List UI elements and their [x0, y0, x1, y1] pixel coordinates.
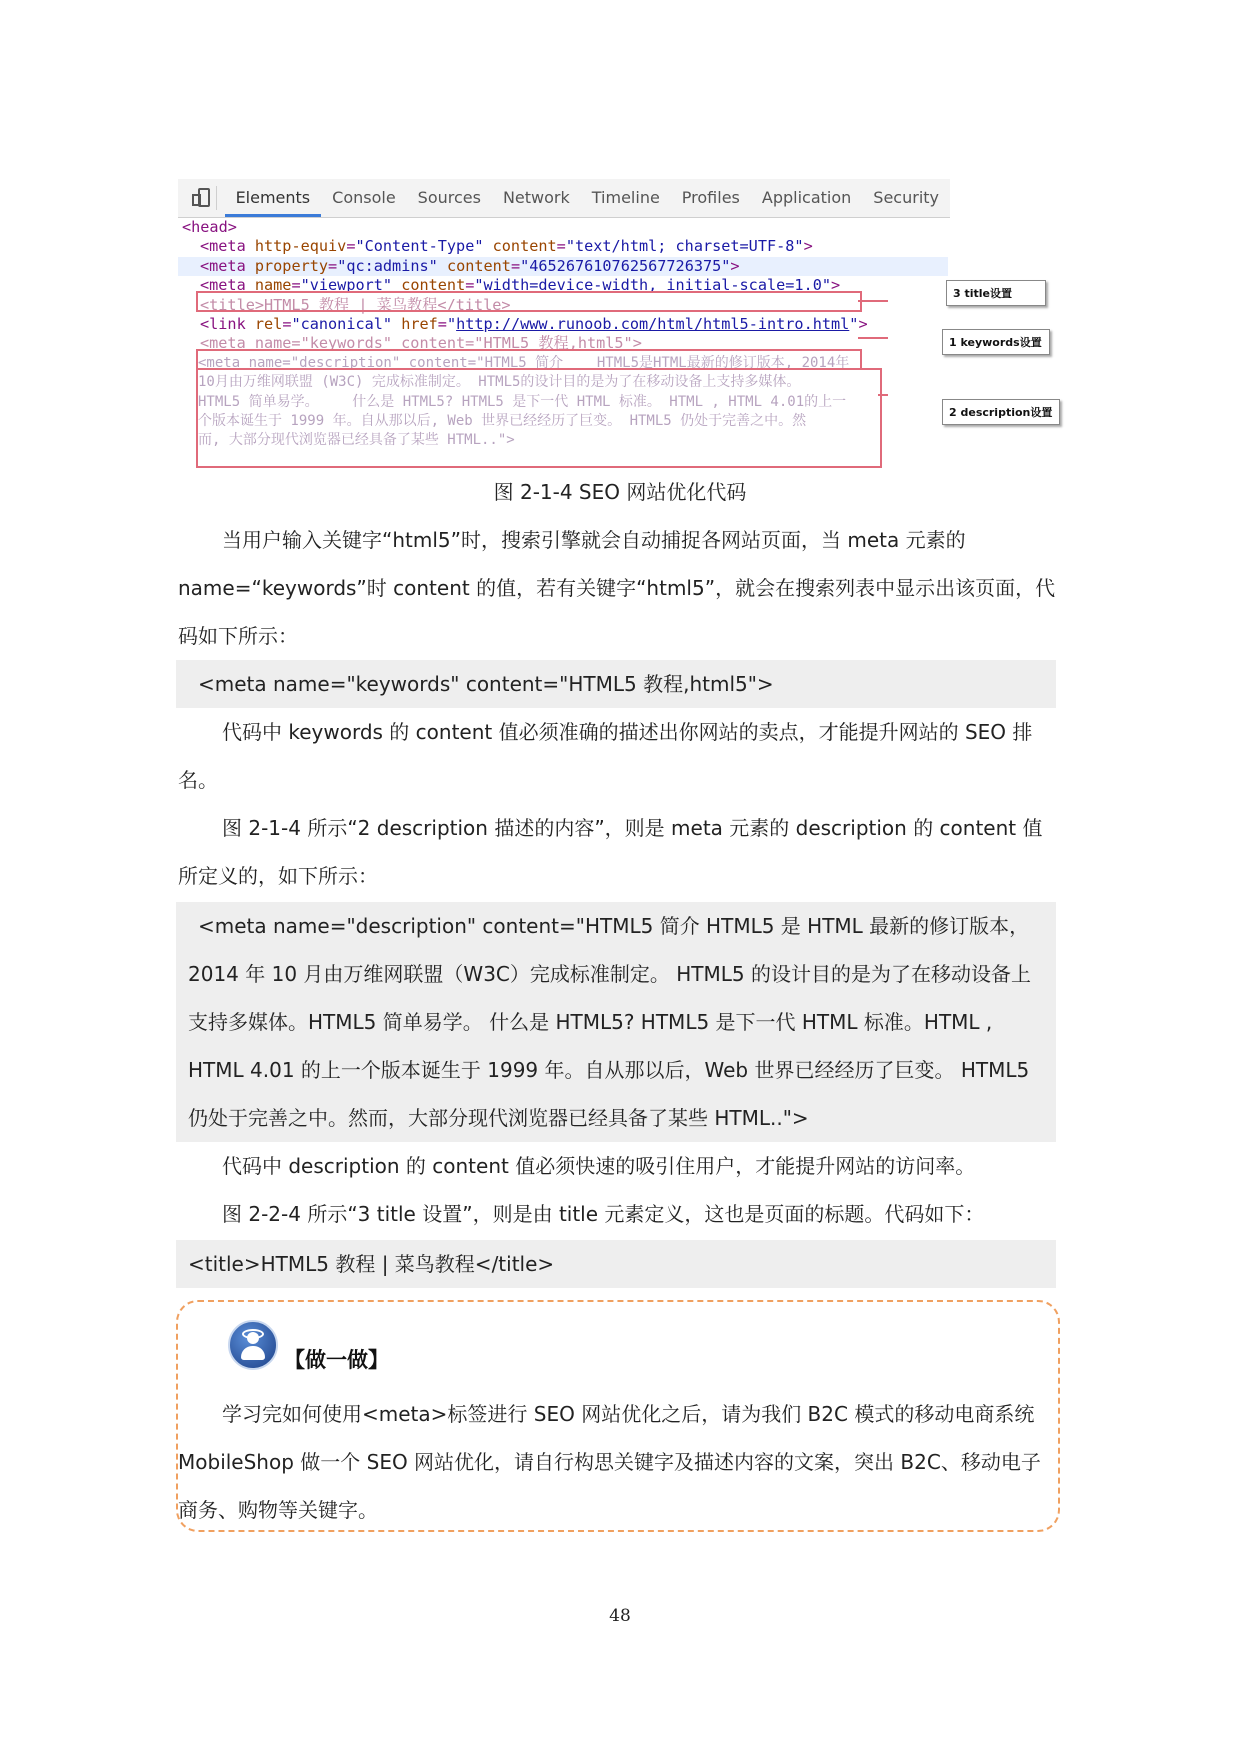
- tag-text: <meta: [200, 276, 255, 295]
- attr-name: content: [401, 276, 466, 295]
- practice-title: 【做一做】: [284, 1348, 389, 1372]
- dom-node-meta-keywords[interactable]: [200, 334, 950, 353]
- tab-sources[interactable]: Sources: [417, 188, 481, 207]
- tab-timeline[interactable]: Timeline: [591, 188, 660, 207]
- paragraph-keywords-intro: 当用户输入关键字“html5”时，搜索引擎就会自动捕捉各网站页面，当 meta 元素的 name=“keywords”时 content 的值，若有关键字“html5”，就会在搜索列表中显示出该页面，代码如下所示：: [178, 528, 1056, 648]
- tag-text: <meta: [200, 256, 255, 275]
- dom-node-head[interactable]: [182, 218, 950, 237]
- keywords-callout: 1 keywords设置: [942, 329, 1050, 355]
- description-line: 个版本诞生于 1999 年。自从那以后, Web 世界已经经历了巨变。 HTML5 仍处于完善之中。然: [198, 412, 807, 429]
- page-number: 48: [609, 1606, 631, 1626]
- paragraph-description-intro: 图 2-1-4 所示“2 description 描述的内容”，则是 meta 元素的 description 的 content 值所定义的，如下所示：: [178, 816, 1043, 888]
- tab-elements[interactable]: Elements: [225, 179, 322, 217]
- keywords-connector: [858, 337, 888, 339]
- paragraph-description-note: 代码中 description 的 content 值必须快速的吸引住用户，才能提升网站的访问率。: [222, 1154, 976, 1178]
- code-description: <meta name="description" content="HTML5 简介 HTML5 是 HTML 最新的修订版本，2014 年 10 月由万维网联盟（W3C）完成标准制定。 HTML5 的设计目的是为了在移动设备上支持多媒体。HTML5 简单易学。 什么是 HTML5? HTML5 是下一代 HTML 标准。HTML , HTML 4.01 的上一个版本诞生于 1999 年。自从那以后，Web 世界已经经历了巨变。 HTML5 仍处于完善之中。然而，大部分现代浏览器已经具备了某些 HTML..">: [176, 902, 1056, 1142]
- keywords-tag-text: <meta name="keywords" content="HTML5 教程,html5">: [200, 334, 642, 353]
- title-connector: [858, 300, 888, 302]
- elements-tree: [178, 218, 950, 451]
- tag-text: <meta: [200, 237, 255, 256]
- attr-name: property: [254, 256, 329, 275]
- devtools-toolbar: [178, 179, 950, 218]
- device-mode-icon[interactable]: [192, 187, 206, 209]
- tag-close: >: [730, 256, 740, 275]
- practice-text: 学习完如何使用<meta>标签进行 SEO 网站优化之后，请为我们 B2C 模式的移动电商系统 MobileShop 做一个 SEO 网站优化，请自行构思关键字及描述内容的文案，突出 B2C、移动电子商务、购物等关键字。: [178, 1402, 1041, 1522]
- tag-close: >: [858, 314, 868, 333]
- attr-value: "canonical": [291, 314, 393, 333]
- attr-value: "width=device-width, initial-scale=1.0": [474, 276, 831, 295]
- description-callout: 2 description设置: [942, 399, 1060, 425]
- code-keywords: <meta name="keywords" content="HTML5 教程,html5">: [176, 660, 1056, 708]
- tag-close: >: [830, 276, 841, 295]
- description-line: 10月由万维网联盟 (W3C) 完成标准制定。 HTML5的设计目的是为了在移动设备上支持多媒体。: [198, 374, 801, 391]
- code-title: <title>HTML5 教程 | 菜鸟教程</title>: [176, 1240, 1056, 1288]
- title-tag-text: <title>HTML5 教程 | 菜鸟教程</title>: [200, 295, 511, 314]
- tab-profiles[interactable]: Profiles: [681, 188, 740, 207]
- description-connector: [878, 394, 888, 396]
- tag-text: <link: [200, 314, 255, 333]
- toolbar-divider: [216, 186, 217, 210]
- tab-application[interactable]: Application: [761, 188, 852, 207]
- attr-name: content: [492, 237, 557, 256]
- devtools-screenshot: [178, 179, 950, 465]
- description-line: HTML5 简单易学。 什么是 HTML5? HTML5 是下一代 HTML 标准。 HTML , HTML 4.01的上一: [198, 393, 847, 410]
- attr-name: http-equiv: [254, 237, 347, 256]
- attr-value: "viewport": [300, 276, 393, 295]
- attr-name: rel: [254, 314, 283, 333]
- attr-value: "text/html; charset=UTF-8": [565, 237, 804, 256]
- tab-security[interactable]: Security: [873, 188, 939, 207]
- attr-value: "465267610762567726375": [520, 256, 731, 275]
- canonical-link[interactable]: http://www.runoob.com/html/html5-intro.html: [456, 314, 850, 333]
- tag-close: >: [803, 237, 813, 256]
- dom-node-link-canonical[interactable]: <link rel="canonical" href="http://www.runoob.com/html/html5-intro.html">: [200, 314, 868, 333]
- attr-name: name: [254, 276, 292, 295]
- figure-caption: 图 2-1-4 SEO 网站优化代码: [493, 480, 747, 504]
- dom-node-meta-description[interactable]: [198, 354, 950, 451]
- tab-console[interactable]: Console: [332, 188, 396, 207]
- dom-node-title[interactable]: [200, 296, 950, 315]
- practice-box: [176, 1300, 1060, 1532]
- head-tag: <head>: [182, 218, 237, 236]
- dom-node-meta-admins[interactable]: <meta property="qc:admins" content="465267610762567726375">: [178, 257, 948, 276]
- dom-node-meta-content-type[interactable]: <meta http-equiv="Content-Type" content="text/html; charset=UTF-8">: [200, 237, 813, 256]
- description-line: <meta name="description" content="HTML5 简介 HTML5是HTML最新的修订版本, 2014年: [198, 354, 850, 371]
- paragraph-title-intro: 图 2-2-4 所示“3 title 设置”，则是由 title 元素定义，这也是页面的标题。代码如下：: [222, 1202, 985, 1226]
- user-chat-icon: [228, 1320, 278, 1370]
- attr-name: href: [401, 314, 438, 333]
- attr-name: content: [446, 256, 511, 275]
- description-line: 而, 大部分现代浏览器已经具备了某些 HTML..">: [198, 432, 515, 449]
- attr-value: "qc:admins": [337, 256, 438, 275]
- title-callout: 3 title设置: [946, 280, 1046, 306]
- dom-node-meta-viewport[interactable]: <meta name="viewport" content="width=device-width, initial-scale=1.0">: [200, 276, 841, 295]
- tab-network[interactable]: Network: [502, 188, 570, 207]
- attr-value: "Content-Type": [355, 237, 484, 256]
- paragraph-keywords-note: 代码中 keywords 的 content 值必须准确的描述出你网站的卖点，才能提升网站的 SEO 排名。: [178, 720, 1033, 792]
